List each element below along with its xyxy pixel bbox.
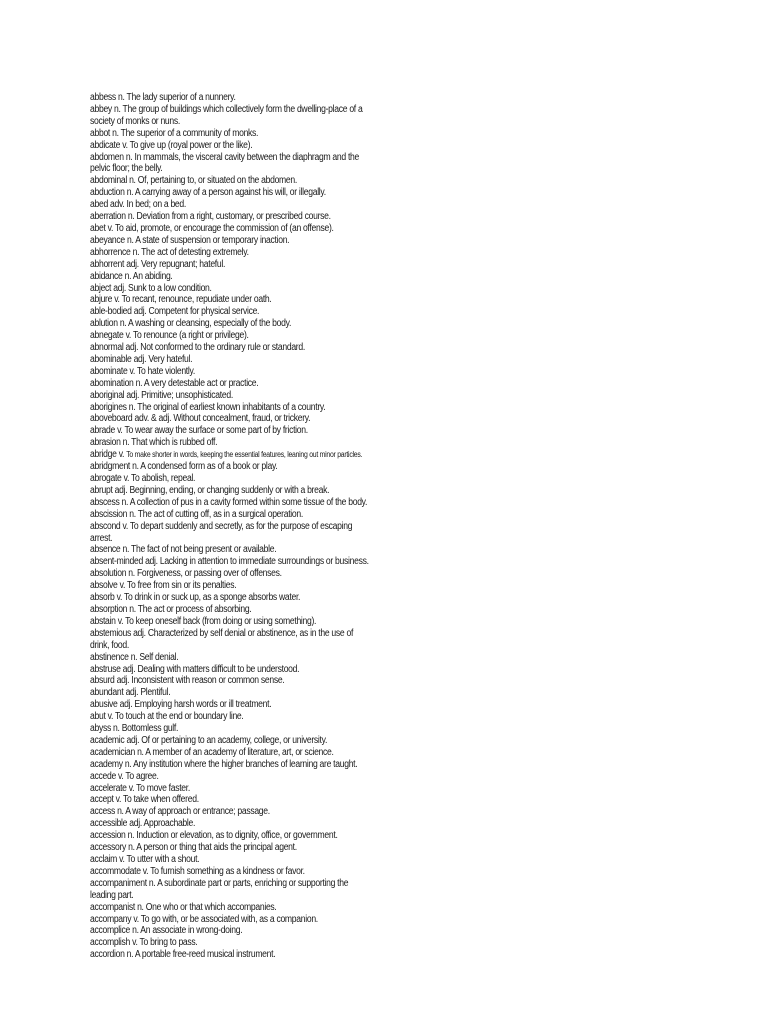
entry-part-of-speech: n. <box>121 496 129 508</box>
entry-definition: In mammals, the visceral cavity between the diaphragm and the pelvic floor; the belly. <box>90 151 359 175</box>
entry-definition: A person or thing that aids the principal agent. <box>136 842 297 854</box>
entry-word: accomplish <box>90 937 131 949</box>
entry-definition: Very repugnant; hateful. <box>140 258 226 270</box>
entry-word: accommodate <box>90 865 141 877</box>
entry-word: abscess <box>90 496 120 508</box>
entry-word: abominate <box>90 365 128 377</box>
glossary-entry <box>90 342 374 354</box>
glossary-entry <box>90 425 374 437</box>
glossary-entry <box>90 723 374 735</box>
entry-word: accordion <box>90 949 125 961</box>
entry-part-of-speech: n. <box>132 461 139 473</box>
entry-definition: To wear away the surface or some part of by friction. <box>124 425 308 437</box>
entry-word: absolve <box>90 580 118 592</box>
entry-part-of-speech: adj. <box>114 484 128 496</box>
entry-part-of-speech: adj. <box>126 734 140 746</box>
entry-definition: Of, pertaining to, or situated on the abdomen. <box>137 175 297 187</box>
entry-word: abrupt <box>90 484 113 496</box>
entry-word: absorb <box>90 592 115 604</box>
entry-part-of-speech: v. <box>129 365 136 377</box>
entry-definition: In bed; on a bed. <box>126 199 186 211</box>
entry-definition: To renounce (a right or privilege). <box>132 330 249 342</box>
entry-word: abstinence <box>90 651 129 663</box>
glossary-entry <box>90 283 374 295</box>
glossary-entry <box>90 366 374 378</box>
entry-part-of-speech: n. <box>132 246 140 258</box>
glossary-entry <box>90 437 374 449</box>
entry-word: abhorrent <box>90 258 125 270</box>
entry-definition: Very hateful. <box>148 353 193 365</box>
entry-definition: To keep oneself back (from doing or using something). <box>125 615 317 627</box>
glossary-entry <box>90 878 374 902</box>
entry-word: accession <box>90 830 126 842</box>
glossary-entry <box>90 449 374 461</box>
entry-definition: Deviation from a right, customary, or prescribed course. <box>136 211 331 223</box>
entry-part-of-speech: n. <box>135 377 143 389</box>
entry-definition: To aid, promote, or encourage the commission of (an offense). <box>115 222 334 234</box>
entry-word: abyss <box>90 723 111 735</box>
glossary-entry <box>90 568 374 580</box>
entry-word: abdominal <box>90 175 127 187</box>
entry-word: abject <box>90 282 112 294</box>
entry-definition: A portable free-reed musical instrument. <box>134 949 276 961</box>
entry-definition: To touch at the end or boundary line. <box>115 711 244 723</box>
entry-part-of-speech: n. <box>128 401 136 413</box>
entry-definition: To abolish, repeal. <box>131 473 196 484</box>
entry-definition: A member of an academy of literature, art, or science. <box>145 746 334 758</box>
glossary-entry <box>90 818 374 830</box>
glossary-entry <box>90 485 374 497</box>
entry-definition: To furnish something as a kindness or favor. <box>150 865 305 877</box>
entry-part-of-speech: n. <box>124 270 132 282</box>
entry-part-of-speech: adv. & adj. <box>134 413 172 425</box>
entry-definition: Lacking in attention to immediate surroundings or business. <box>159 556 369 568</box>
glossary-entry <box>90 247 374 259</box>
entry-part-of-speech: adv. <box>110 199 125 211</box>
entry-part-of-speech: v. <box>122 520 128 532</box>
entry-part-of-speech: adj. <box>113 282 126 294</box>
entry-definition: To agree. <box>125 770 159 782</box>
entry-part-of-speech: n. <box>130 651 138 663</box>
entry-definition: Any institution where the higher branches of learning are taught. <box>133 758 358 770</box>
glossary-entry <box>90 318 374 330</box>
entry-word: abomination <box>90 377 134 389</box>
entry-word: abduction <box>90 187 125 199</box>
entry-word: aberration <box>90 211 126 223</box>
glossary-entry <box>90 211 374 223</box>
glossary-entry <box>90 937 374 949</box>
entry-part-of-speech: v. <box>107 222 114 234</box>
entry-definition: The act or process of absorbing. <box>137 603 252 615</box>
entry-part-of-speech: n. <box>132 925 139 937</box>
entry-word: abnormal <box>90 342 124 354</box>
glossary-entry <box>90 664 374 676</box>
entry-word: abridgment <box>90 461 131 473</box>
entry-definition: To hate violently. <box>136 365 195 377</box>
entry-word: accessory <box>90 842 127 854</box>
entry-part-of-speech: n. <box>129 508 136 520</box>
entry-definition: An abiding. <box>132 270 173 282</box>
glossary-entry <box>90 914 374 926</box>
entry-part-of-speech: n. <box>129 175 136 187</box>
glossary-entry <box>90 556 374 568</box>
entry-word: abut <box>90 711 106 723</box>
entry-word: abstruse <box>90 663 121 675</box>
entry-part-of-speech: v. <box>119 580 126 592</box>
entry-definition: Inconsistent with reason or common sense. <box>131 675 285 687</box>
entry-definition: Employing harsh words or ill treatment. <box>134 699 272 711</box>
entry-definition: Of or pertaining to an academy, college, or university. <box>141 734 328 746</box>
glossary-entry <box>90 628 374 652</box>
entry-definition: One who or that which accompanies. <box>145 901 277 913</box>
entry-definition: The group of buildings which collectively form the dwelling-place of a society of monks or nuns. <box>90 103 363 127</box>
glossary-entry-list <box>90 92 374 961</box>
glossary-entry <box>90 711 374 723</box>
entry-part-of-speech: n. <box>122 437 130 449</box>
entry-part-of-speech: adj. <box>133 353 147 365</box>
entry-definition: Without concealment, fraud, or trickery. <box>173 413 311 425</box>
glossary-entry <box>90 580 374 592</box>
entry-definition: A condensed form as of a book or play. <box>140 461 278 473</box>
entry-part-of-speech: v. <box>116 592 123 604</box>
glossary-entry <box>90 390 374 402</box>
glossary-entry <box>90 949 374 961</box>
entry-part-of-speech: adj. <box>126 258 139 270</box>
entry-word: abdicate <box>90 139 121 151</box>
glossary-entry <box>90 497 374 509</box>
glossary-entry <box>90 306 374 318</box>
entry-part-of-speech: v. <box>115 794 122 806</box>
entry-part-of-speech: n. <box>112 127 119 139</box>
entry-part-of-speech: adj. <box>126 389 140 401</box>
entry-part-of-speech: adj. <box>129 818 142 830</box>
entry-part-of-speech: v. <box>118 770 124 782</box>
entry-part-of-speech: n. <box>126 234 134 246</box>
entry-part-of-speech: n. <box>137 901 144 913</box>
entry-part-of-speech: v. <box>133 913 139 925</box>
entry-definition: To depart suddenly and secretly, as for the purpose of escaping arrest. <box>90 520 353 544</box>
entry-part-of-speech: adj. <box>133 306 147 318</box>
entry-part-of-speech: n. <box>137 746 144 758</box>
entry-word: abstain <box>90 615 116 627</box>
entry-definition: Self denial. <box>139 651 179 663</box>
glossary-entry <box>90 544 374 556</box>
glossary-entry <box>90 771 374 783</box>
entry-word: abrade <box>90 425 115 437</box>
entry-word: abidance <box>90 270 123 282</box>
glossary-entry <box>90 354 374 366</box>
entry-word: abrogate <box>90 473 122 484</box>
glossary-entry <box>90 521 374 545</box>
entry-part-of-speech: v. <box>107 711 114 723</box>
entry-part-of-speech: n. <box>148 877 156 889</box>
entry-word: absurd <box>90 675 115 687</box>
glossary-entry <box>90 413 374 425</box>
entry-part-of-speech: v. <box>132 937 138 949</box>
glossary-entry <box>90 92 374 104</box>
glossary-entry <box>90 616 374 628</box>
entry-part-of-speech: v. <box>122 139 128 151</box>
entry-definition: An associate in wrong-doing. <box>140 925 243 937</box>
entry-part-of-speech: adj. <box>119 699 133 711</box>
entry-definition: Primitive; unsophisticated. <box>141 389 233 401</box>
entry-definition: The act of cutting off, as in a surgical operation. <box>137 508 303 520</box>
entry-definition: The lady superior of a nunnery. <box>126 92 236 103</box>
glossary-entry <box>90 830 374 842</box>
entry-word: academic <box>90 734 125 746</box>
entry-word: academician <box>90 746 135 758</box>
entry-definition: Sunk to a low condition. <box>128 282 212 294</box>
glossary-entry <box>90 604 374 616</box>
glossary-entry <box>90 866 374 878</box>
entry-word: abeyance <box>90 234 125 246</box>
entry-part-of-speech: v. <box>128 782 135 794</box>
glossary-entry <box>90 699 374 711</box>
glossary-entry <box>90 652 374 664</box>
entry-word: academy <box>90 758 123 770</box>
entry-word: abdomen <box>90 151 124 163</box>
entry-definition: Characterized by self denial or abstinence, as in the use of drink, food. <box>90 627 354 651</box>
entry-word: accompaniment <box>90 877 147 889</box>
entry-word: abominable <box>90 353 132 365</box>
entry-part-of-speech: v. <box>118 449 125 461</box>
entry-definition: A way of approach or entrance; passage. <box>125 806 270 818</box>
entry-word: accept <box>90 794 114 806</box>
glossary-entry <box>90 378 374 390</box>
entry-word: absent-minded <box>90 556 143 568</box>
entry-part-of-speech: n. <box>128 842 135 854</box>
glossary-entry <box>90 747 374 759</box>
entry-part-of-speech: v. <box>123 473 130 484</box>
entry-word: abnegate <box>90 330 124 342</box>
entry-word: absorption <box>90 603 128 615</box>
entry-definition: Not conformed to the ordinary rule or standard. <box>140 342 305 354</box>
glossary-entry <box>90 461 374 473</box>
entry-word: aborigines <box>90 401 127 413</box>
entry-definition: Beginning, ending, or changing suddenly or with a break. <box>129 484 330 496</box>
entry-definition: To make shorter in words, keeping the essential features, leaning out minor particles. <box>126 450 363 460</box>
entry-definition: Approachable. <box>143 818 196 830</box>
entry-word: access <box>90 806 115 818</box>
glossary-entry <box>90 735 374 747</box>
entry-definition: The act of detesting extremely. <box>141 246 249 258</box>
entry-definition: To drink in or suck up, as a sponge absorbs water. <box>123 592 301 604</box>
entry-definition: The original of earliest known inhabitants of a country. <box>137 401 326 413</box>
glossary-entry <box>90 152 374 176</box>
entry-definition: A very detestable act or practice. <box>143 377 259 389</box>
entry-definition: Bottomless gulf. <box>121 723 179 735</box>
glossary-entry <box>90 759 374 771</box>
entry-part-of-speech: adj. <box>125 342 139 354</box>
entry-definition: A subordinate part or parts, enriching or supporting the leading part. <box>90 877 349 901</box>
glossary-entry <box>90 104 374 128</box>
entry-part-of-speech: v. <box>119 854 125 865</box>
entry-part-of-speech: n. <box>127 211 135 223</box>
entry-part-of-speech: n. <box>127 830 135 842</box>
entry-part-of-speech: v. <box>142 865 149 877</box>
entry-definition: That which is rubbed off. <box>131 437 218 449</box>
entry-definition: To take when offered. <box>123 794 199 806</box>
entry-definition: To bring to pass. <box>139 937 198 949</box>
entry-word: acclaim <box>90 854 118 865</box>
entry-definition: To utter with a shout. <box>126 854 200 865</box>
entry-definition: To move faster. <box>136 782 190 794</box>
glossary-entry <box>90 235 374 247</box>
entry-word: abundant <box>90 687 124 699</box>
entry-definition: The fact of not being present or available. <box>131 544 277 556</box>
entry-word: aboveboard <box>90 413 133 425</box>
entry-part-of-speech: v. <box>125 330 132 342</box>
entry-word: absence <box>90 544 121 556</box>
entry-part-of-speech: n. <box>122 544 130 556</box>
entry-definition: To free from sin or its penalties. <box>127 580 237 592</box>
entry-definition: A collection of pus in a cavity formed within some tissue of the body. <box>129 496 368 508</box>
entry-word: able-bodied <box>90 306 132 318</box>
entry-word: accomplice <box>90 925 131 937</box>
glossary-entry <box>90 294 374 306</box>
entry-word: aboriginal <box>90 389 125 401</box>
entry-part-of-speech: n. <box>117 806 124 818</box>
entry-word: abridge <box>90 449 117 461</box>
entry-definition: A washing or cleansing, especially of the body. <box>128 318 292 330</box>
entry-word: accompany <box>90 913 132 925</box>
entry-word: abusive <box>90 699 118 711</box>
entry-part-of-speech: adj. <box>125 687 139 699</box>
glossary-entry <box>90 509 374 521</box>
entry-part-of-speech: n. <box>114 103 121 115</box>
entry-definition: A state of suspension or temporary inaction. <box>135 234 290 246</box>
glossary-entry <box>90 675 374 687</box>
entry-definition: Dealing with matters difficult to be understood. <box>137 663 300 675</box>
glossary-entry <box>90 794 374 806</box>
glossary-entry <box>90 223 374 235</box>
glossary-entry <box>90 473 374 485</box>
glossary-entry <box>90 687 374 699</box>
entry-definition: The superior of a community of monks. <box>120 127 259 139</box>
entry-word: abet <box>90 222 106 234</box>
entry-word: accede <box>90 770 116 782</box>
glossary-entry <box>90 854 374 866</box>
glossary-entry <box>90 330 374 342</box>
entry-word: abed <box>90 199 108 211</box>
entry-word: abscond <box>90 520 121 532</box>
entry-word: accelerate <box>90 782 127 794</box>
glossary-entry <box>90 783 374 795</box>
entry-word: abscission <box>90 508 128 520</box>
entry-part-of-speech: n. <box>124 758 132 770</box>
entry-definition: Plentiful. <box>140 687 171 699</box>
entry-word: abhorrence <box>90 246 131 258</box>
entry-definition: To go with, or be associated with, as a companion. <box>140 913 318 925</box>
entry-word: abstemious <box>90 627 131 639</box>
entry-part-of-speech: adj. <box>145 556 158 568</box>
entry-part-of-speech: n. <box>129 603 136 615</box>
glossary-entry <box>90 259 374 271</box>
entry-part-of-speech: n. <box>125 151 133 163</box>
glossary-entry <box>90 592 374 604</box>
glossary-entry <box>90 175 374 187</box>
entry-part-of-speech: v. <box>117 615 124 627</box>
entry-word: abbey <box>90 103 112 115</box>
entry-part-of-speech: adj. <box>122 663 136 675</box>
glossary-entry <box>90 128 374 140</box>
glossary-entry <box>90 925 374 937</box>
entry-definition: Forgiveness, or passing over of offenses. <box>136 568 282 580</box>
glossary-entry <box>90 806 374 818</box>
entry-definition: To give up (royal power or the like). <box>129 139 253 151</box>
entry-word: accompanist <box>90 901 135 913</box>
glossary-entry <box>90 902 374 914</box>
entry-part-of-speech: n. <box>128 568 135 580</box>
entry-part-of-speech: n. <box>126 949 134 961</box>
entry-definition: To recant, renounce, repudiate under oath. <box>121 294 272 306</box>
entry-definition: Competent for physical service. <box>148 306 260 318</box>
entry-word: abrasion <box>90 437 121 449</box>
glossary-entry <box>90 199 374 211</box>
entry-word: absolution <box>90 568 127 580</box>
entry-word: ablution <box>90 318 118 330</box>
entry-definition: A carrying away of a person against his will, or illegally. <box>134 187 326 199</box>
entry-part-of-speech: adj. <box>116 675 130 687</box>
entry-part-of-speech: v. <box>114 294 120 306</box>
glossary-entry <box>90 402 374 414</box>
entry-part-of-speech: n. <box>119 318 127 330</box>
glossary-entry <box>90 842 374 854</box>
entry-word: abbot <box>90 127 111 139</box>
entry-part-of-speech: adj. <box>133 627 146 639</box>
entry-part-of-speech: v. <box>117 425 123 437</box>
entry-part-of-speech: n. <box>113 723 120 735</box>
entry-word: accessible <box>90 818 128 830</box>
glossary-entry <box>90 187 374 199</box>
entry-definition: Induction or elevation, as to dignity, office, or government. <box>136 830 338 842</box>
entry-word: abbess <box>90 92 116 103</box>
entry-part-of-speech: n. <box>118 92 125 103</box>
glossary-entry <box>90 140 374 152</box>
glossary-entry <box>90 271 374 283</box>
entry-word: abjure <box>90 294 113 306</box>
entry-part-of-speech: n. <box>126 187 134 199</box>
